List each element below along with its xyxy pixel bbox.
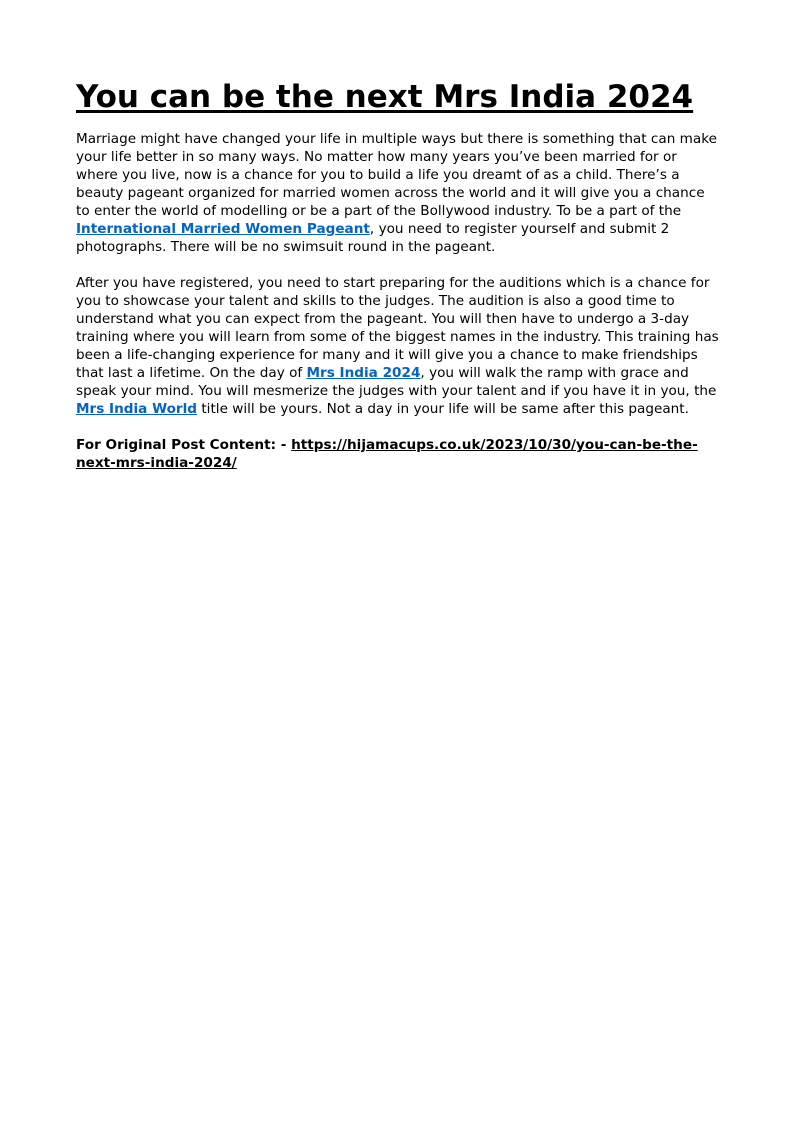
paragraph-intro-text-1: Marriage might have changed your life in multiple ways but there is something that can make your life better in so many ways. No matter how many years you’ve been married for or where you live, now is a chance for you to build a life you dreamt of as a child. There’s a beauty pageant organized for married women across the world and it will give you a chance to enter the world of modelling or be a part of the Bollywood industry. To be a part of the <box>76 131 717 219</box>
document-page <box>76 78 720 472</box>
paragraph-intro-text-2: , you need to register yourself and submit 2 photographs. There will be no swimsuit round in the pageant. <box>76 221 670 255</box>
paragraph-auditions <box>76 274 720 418</box>
paragraph-auditions-text-3: title will be yours. Not a day in your life will be same after this pageant. <box>197 401 689 417</box>
source-label: For Original Post Content: - <box>76 437 292 453</box>
source-line <box>76 436 720 472</box>
international-married-women-pageant-link[interactable]: International Married Women Pageant <box>76 221 370 237</box>
mrs-india-world-link[interactable]: Mrs India World <box>76 401 198 417</box>
paragraph-auditions-text-2: , you will walk the ramp with grace and speak your mind. You will mesmerize the judges with your talent and if you have it in you, the <box>76 365 717 399</box>
paragraph-auditions-text-1: After you have registered, you need to start preparing for the auditions which is a chance for you to showcase your talent and skills to the judges. The audition is also a good time to understand what you can expect from the pageant. You will then have to undergo a 3-day training where you will learn from some of the biggest names in the industry. This training has been a life-changing experience for many and it will give you a chance to make friendships that last a lifetime. On the day of <box>76 275 719 381</box>
paragraph-intro <box>76 130 720 256</box>
mrs-india-2024-link[interactable]: Mrs India 2024 <box>306 365 421 381</box>
original-post-link[interactable]: https://hijamacups.co.uk/2023/10/30/you-can-be-the-next-mrs-india-2024/ <box>76 437 698 471</box>
page-title: You can be the next Mrs India 2024 <box>76 79 694 115</box>
